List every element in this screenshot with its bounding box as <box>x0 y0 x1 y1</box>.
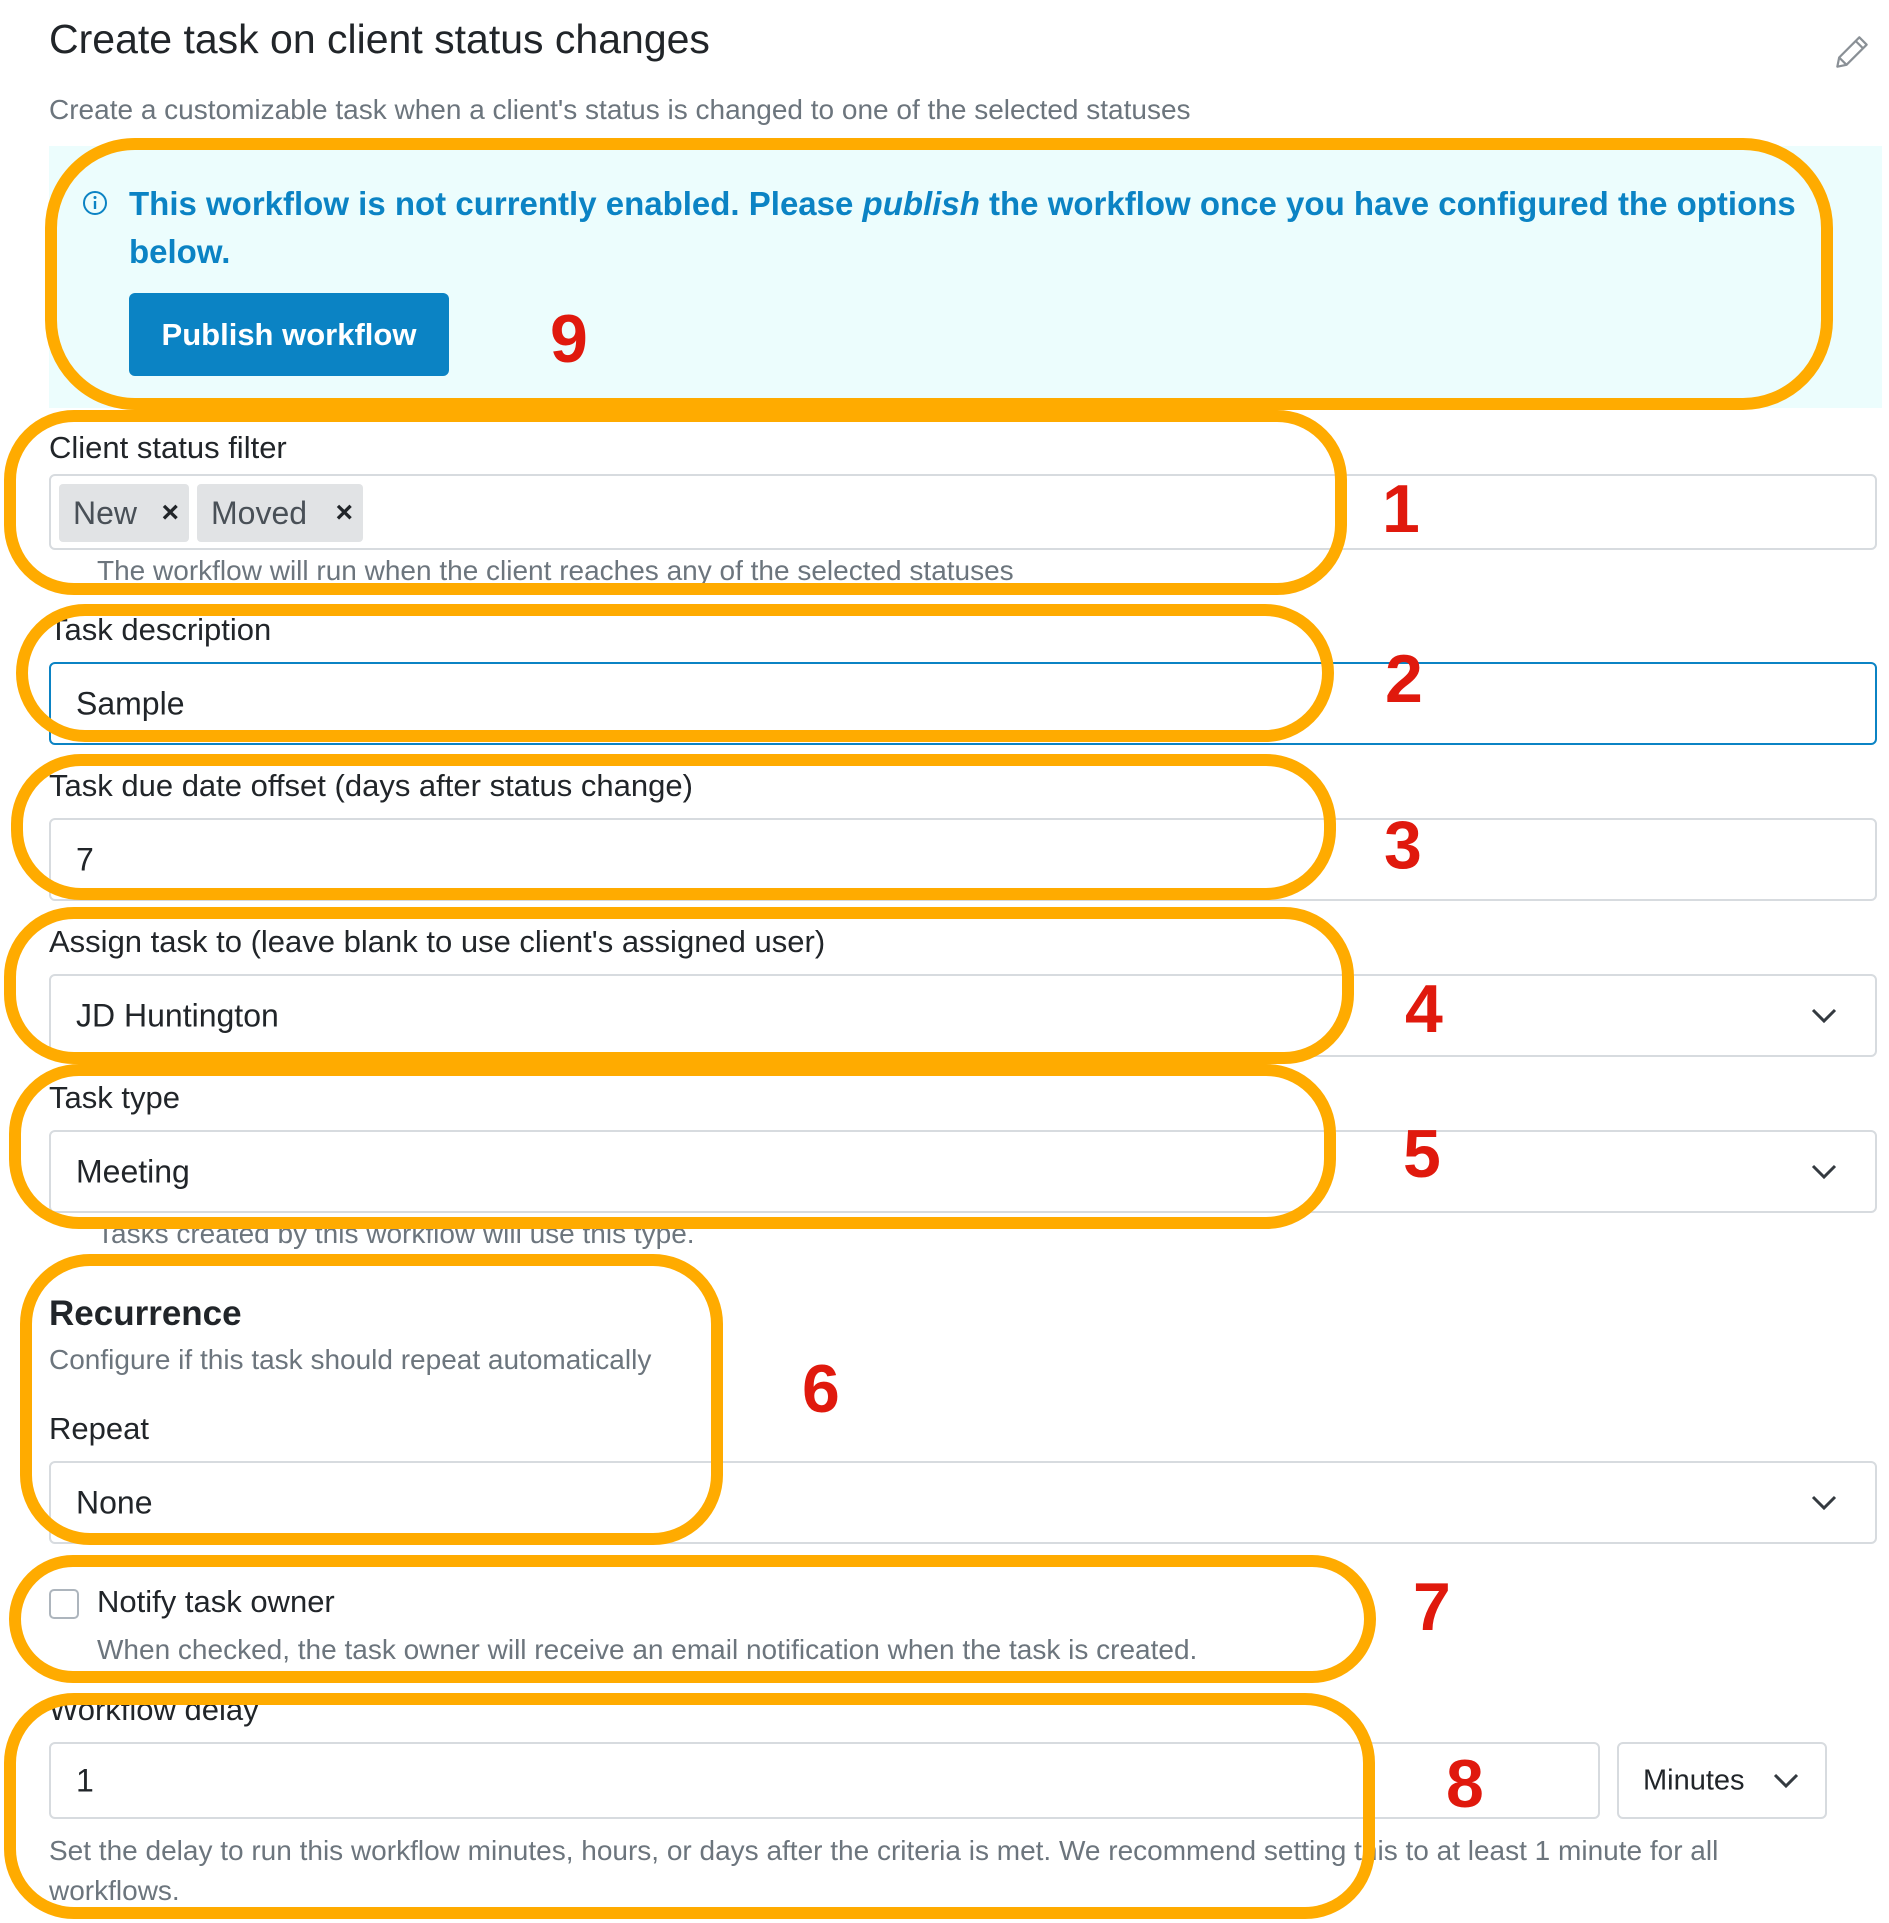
chevron-down-icon <box>1811 1008 1837 1024</box>
status-tag-moved: Moved × <box>197 484 363 542</box>
page-title: Create task on client status changes <box>49 16 710 62</box>
chevron-down-icon <box>1811 1164 1837 1180</box>
delay-unit-select[interactable] <box>1617 1742 1827 1819</box>
due-offset-value: 7 <box>76 841 94 877</box>
callout-number-1: 1 <box>1382 471 1420 547</box>
remove-tag-icon[interactable]: × <box>335 496 353 529</box>
task-description-input[interactable] <box>49 662 1877 745</box>
workflow-delay-help: Set the delay to run this workflow minutes, hours, or days after the criteria is met. We recommend setting this to at least 1 minute for all workflows. <box>49 1835 1719 1906</box>
task-type-value: Meeting <box>76 1153 190 1189</box>
client-status-filter-help: The workflow will run when the client reaches any of the selected statuses <box>97 555 1014 586</box>
callout-number-3: 3 <box>1384 807 1422 883</box>
notify-owner-label[interactable]: Notify task owner <box>97 1584 335 1619</box>
task-type-select[interactable] <box>49 1130 1877 1213</box>
repeat-select[interactable] <box>49 1461 1877 1544</box>
client-status-filter-label: Client status filter <box>49 430 287 465</box>
chevron-down-icon <box>1773 1773 1799 1789</box>
task-type-help: Tasks created by this workflow will use this type. <box>97 1218 695 1249</box>
alert-message: This workflow is not currently enabled. Please publish the workflow once you have configured the options below. <box>129 185 1796 270</box>
status-tag-new: New × <box>59 484 189 542</box>
notify-owner-checkbox[interactable] <box>49 1589 79 1619</box>
recurrence-heading: Recurrence <box>49 1294 242 1333</box>
pencil-icon[interactable] <box>1830 30 1874 74</box>
due-offset-input[interactable] <box>49 818 1877 901</box>
due-offset-label: Task due date offset (days after status change) <box>49 768 693 803</box>
callout-number-2: 2 <box>1385 641 1423 717</box>
callout-number-5: 5 <box>1403 1116 1441 1192</box>
task-description-value: Sample <box>76 685 185 721</box>
delay-unit-value: Minutes <box>1643 1764 1745 1796</box>
page-subtitle: Create a customizable task when a client's status is changed to one of the selected statuses <box>49 94 1191 125</box>
callout-number-8: 8 <box>1446 1746 1484 1822</box>
callout-number-7: 7 <box>1413 1569 1451 1645</box>
assign-to-select[interactable] <box>49 974 1877 1057</box>
callout-number-4: 4 <box>1405 971 1443 1047</box>
workflow-delay-label: Workflow delay <box>49 1692 259 1727</box>
repeat-value: None <box>76 1484 153 1520</box>
publish-workflow-button[interactable]: Publish workflow <box>129 293 449 376</box>
workflow-delay-value: 1 <box>76 1762 94 1798</box>
recurrence-subheading: Configure if this task should repeat automatically <box>49 1344 652 1375</box>
alert-emphasis: publish <box>862 185 980 222</box>
callout-number-9: 9 <box>550 301 588 377</box>
assign-to-value: JD Huntington <box>76 997 279 1033</box>
chevron-down-icon <box>1811 1495 1837 1511</box>
callout-number-6: 6 <box>802 1351 840 1427</box>
task-type-label: Task type <box>49 1080 180 1115</box>
client-status-filter-input[interactable] <box>49 474 1877 550</box>
notify-owner-help: When checked, the task owner will receive an email notification when the task is created. <box>97 1634 1198 1665</box>
repeat-label: Repeat <box>49 1411 149 1446</box>
assign-to-label: Assign task to (leave blank to use client's assigned user) <box>49 924 826 959</box>
workflow-delay-input[interactable] <box>49 1742 1600 1819</box>
info-circle-icon <box>82 190 108 216</box>
task-description-label: Task description <box>49 612 272 647</box>
remove-tag-icon[interactable]: × <box>161 496 179 529</box>
